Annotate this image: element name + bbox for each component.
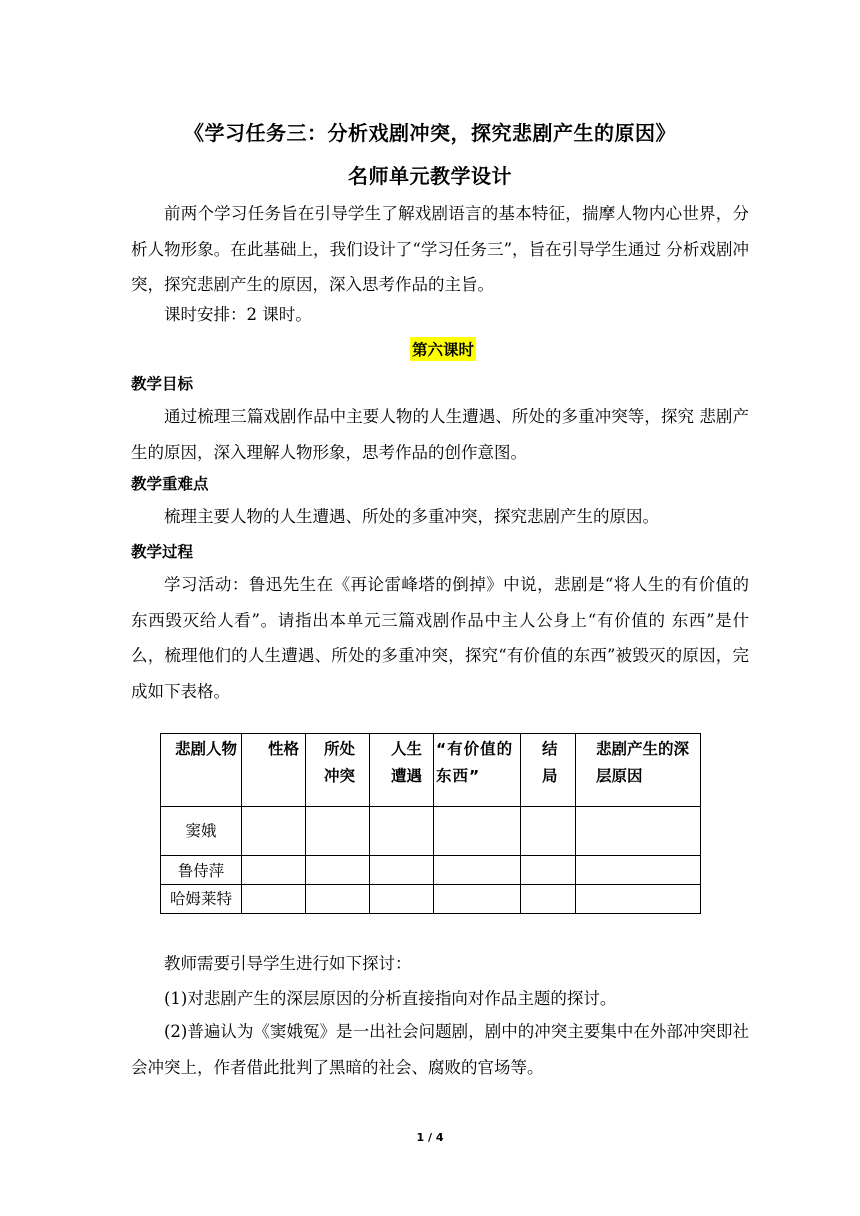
table-header-cell: 结局 <box>542 740 558 785</box>
table-header-cell: 悲剧产生的深层原因 <box>596 740 690 785</box>
lesson-label: 第六课时 <box>410 337 476 361</box>
table-header-cell: 人生遭遇 <box>391 740 423 785</box>
table-header-cell: 性格 <box>267 740 299 758</box>
table-row <box>161 885 701 914</box>
activity-paragraph: 学习活动：鲁迅先生在《再论雷峰塔的倒掉》中说，悲剧是“将人生的有价值的东西毁灭给人看”。请指出本单元三篇戏剧作品中主人公身上“有价值的 东西”是什么，梳理他们的人生遭遇、所处的多重冲突，探究“有价值的东西”被毁灭的原因，完成如下表格。 <box>131 575 749 701</box>
table-row-label: 哈姆莱特 <box>169 890 232 908</box>
discussion-point-1: (1)对悲剧产生的深层原因的分析直接指向对作品主题的探讨。 <box>164 989 617 1008</box>
table-row <box>161 856 701 885</box>
process-heading: 教学过程 <box>131 543 194 561</box>
page-number: 1 / 4 <box>416 1131 444 1144</box>
document-subtitle: 名师单元教学设计 <box>348 164 512 188</box>
table-row <box>161 807 701 856</box>
table-row-label: 鲁侍萍 <box>177 862 225 880</box>
table-row-label: 窦娥 <box>185 822 217 840</box>
schedule-paragraph: 课时安排：2 课时。 <box>164 305 312 324</box>
goal-paragraph: 通过梳理三篇戏剧作品中主要人物的人生遭遇、所处的多重冲突等，探究 悲剧产生的原因，深入理解人物形象，思考作品的创作意图。 <box>131 407 749 462</box>
discussion-point-2: (2)普遍认为《窦娥冤》是一出社会问题剧，剧中的冲突主要集中在外部冲突即社会冲突上，作者借此批判了黑暗的社会、腐败的官场等。 <box>131 1022 749 1077</box>
table-header-cell: 悲剧人物 <box>175 740 238 758</box>
key-points-heading: 教学重难点 <box>131 475 209 493</box>
intro-paragraph: 前两个学习任务旨在引导学生了解戏剧语言的基本特征，揣摩人物内心世界，分析人物形象。在此基础上，我们设计了“学习任务三”，旨在引导学生通过 分析戏剧冲突，探究悲剧产生的原因，深入思考作品的主旨。 <box>131 204 749 294</box>
goal-heading: 教学目标 <box>131 375 194 393</box>
discussion-intro: 教师需要引导学生进行如下探讨： <box>164 954 412 973</box>
table-header-cell: “有价值的东西” <box>436 740 514 785</box>
analysis-table <box>160 733 701 914</box>
table-header-cell: 所处冲突 <box>324 740 356 785</box>
key-points-paragraph: 梳理主要人物的人生遭遇、所处的多重冲突，探究悲剧产生的原因。 <box>164 507 659 526</box>
table-header-row <box>161 734 701 807</box>
document-title: 《学习任务三：分析戏剧冲突，探究悲剧产生的原因》 <box>184 121 676 145</box>
